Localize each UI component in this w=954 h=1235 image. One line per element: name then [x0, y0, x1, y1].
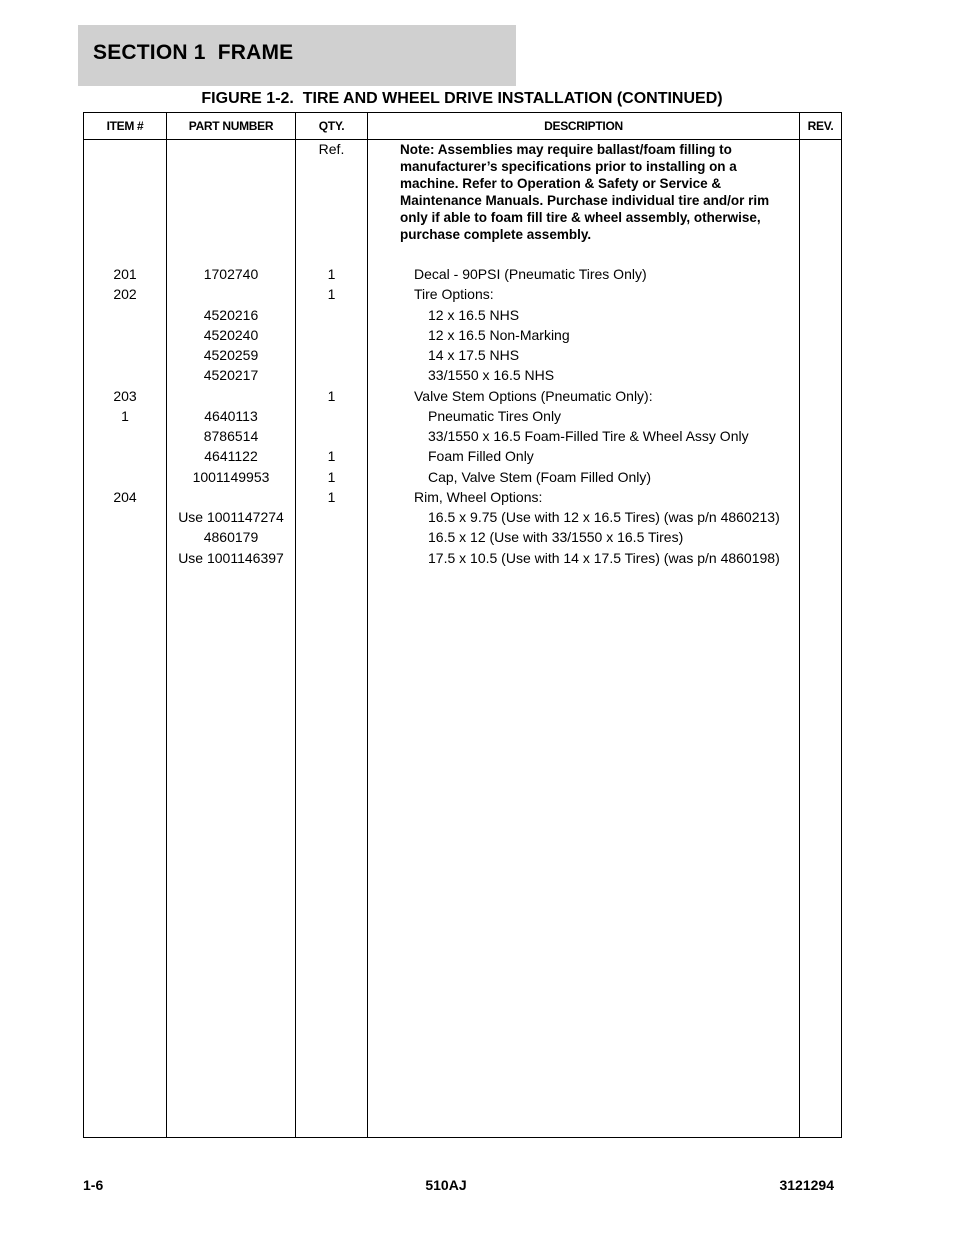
column-header-part-number: PART NUMBER	[188, 119, 274, 133]
cell-part-number: 4640113	[204, 408, 258, 424]
column-header-item: ITEM #	[106, 119, 144, 133]
cell-qty: 1	[327, 266, 336, 282]
cell-part-number: Use 1001147274	[178, 509, 284, 525]
cell-description: Foam Filled Only	[428, 448, 534, 464]
column-header-rev: REV.	[807, 119, 834, 133]
note-qty: Ref.	[318, 141, 345, 157]
cell-description: 16.5 x 9.75 (Use with 12 x 16.5 Tires) (was p/n 4860213)	[428, 509, 780, 525]
cell-description: 17.5 x 10.5 (Use with 14 x 17.5 Tires) (was p/n 4860198)	[428, 550, 780, 566]
cell-description: Decal - 90PSI (Pneumatic Tires Only)	[414, 266, 647, 282]
cell-qty: 1	[327, 448, 336, 464]
cell-qty: 1	[327, 489, 336, 505]
cell-description: Rim, Wheel Options:	[414, 489, 543, 505]
cell-part-number: 4520217	[203, 367, 259, 383]
cell-part-number: 4520240	[203, 327, 259, 343]
model-name: 510AJ	[425, 1177, 467, 1193]
cell-item: 201	[113, 266, 137, 282]
cell-item: 204	[113, 489, 137, 505]
cell-description: 12 x 16.5 NHS	[428, 307, 520, 323]
figure-title: FIGURE 1-2. TIRE AND WHEEL DRIVE INSTALLATION (CONTINUED)	[201, 90, 723, 107]
document-number: 3121294	[779, 1177, 834, 1193]
cell-description: Tire Options:	[414, 286, 494, 302]
cell-part-number: 1702740	[203, 266, 259, 282]
cell-part-number: Use 1001146397	[178, 550, 284, 566]
section-title: SECTION 1 FRAME	[93, 41, 294, 64]
cell-item: 202	[113, 286, 137, 302]
cell-part-number: 4520259	[203, 347, 259, 363]
cell-qty: 1	[327, 469, 336, 485]
column-header-description: DESCRIPTION	[544, 119, 623, 133]
cell-part-number: 4860179	[203, 529, 259, 545]
section-banner	[78, 25, 516, 86]
cell-qty: 1	[327, 286, 336, 302]
column-divider	[367, 113, 368, 1137]
cell-part-number: 4641122	[204, 448, 258, 464]
column-divider	[799, 113, 800, 1137]
cell-part-number: 8786514	[203, 428, 259, 444]
cell-description: Pneumatic Tires Only	[428, 408, 562, 424]
cell-description: 14 x 17.5 NHS	[428, 347, 520, 363]
cell-item: 1	[121, 408, 129, 424]
cell-description: 16.5 x 12 (Use with 33/1550 x 16.5 Tires)	[428, 529, 684, 545]
cell-description: Valve Stem Options (Pneumatic Only):	[414, 388, 653, 404]
parts-table	[83, 112, 842, 1138]
assembly-note: Note: Assemblies may require ballast/foam filling to manufacturer’s specifications prior to installing on a machine. Refer to Operation & Safety or Service & Maintenance Manuals. Purchase individual tire and/or rim only if able to foam fill tire & wheel assembly, otherwise, purchase complete assembly.	[400, 142, 770, 242]
cell-description: 33/1550 x 16.5 Foam-Filled Tire & Wheel Assy Only	[428, 428, 749, 444]
cell-item: 203	[113, 388, 137, 404]
cell-description: 33/1550 x 16.5 NHS	[428, 367, 555, 383]
column-header-qty: QTY.	[318, 119, 345, 133]
cell-description: 12 x 16.5 Non-Marking	[428, 327, 570, 343]
page-number: 1-6	[83, 1177, 104, 1193]
cell-description: Cap, Valve Stem (Foam Filled Only)	[428, 469, 652, 485]
cell-part-number: 4520216	[203, 307, 259, 323]
cell-qty: 1	[327, 388, 336, 404]
header-divider	[84, 139, 841, 140]
cell-part-number: 1001149953	[192, 469, 270, 485]
